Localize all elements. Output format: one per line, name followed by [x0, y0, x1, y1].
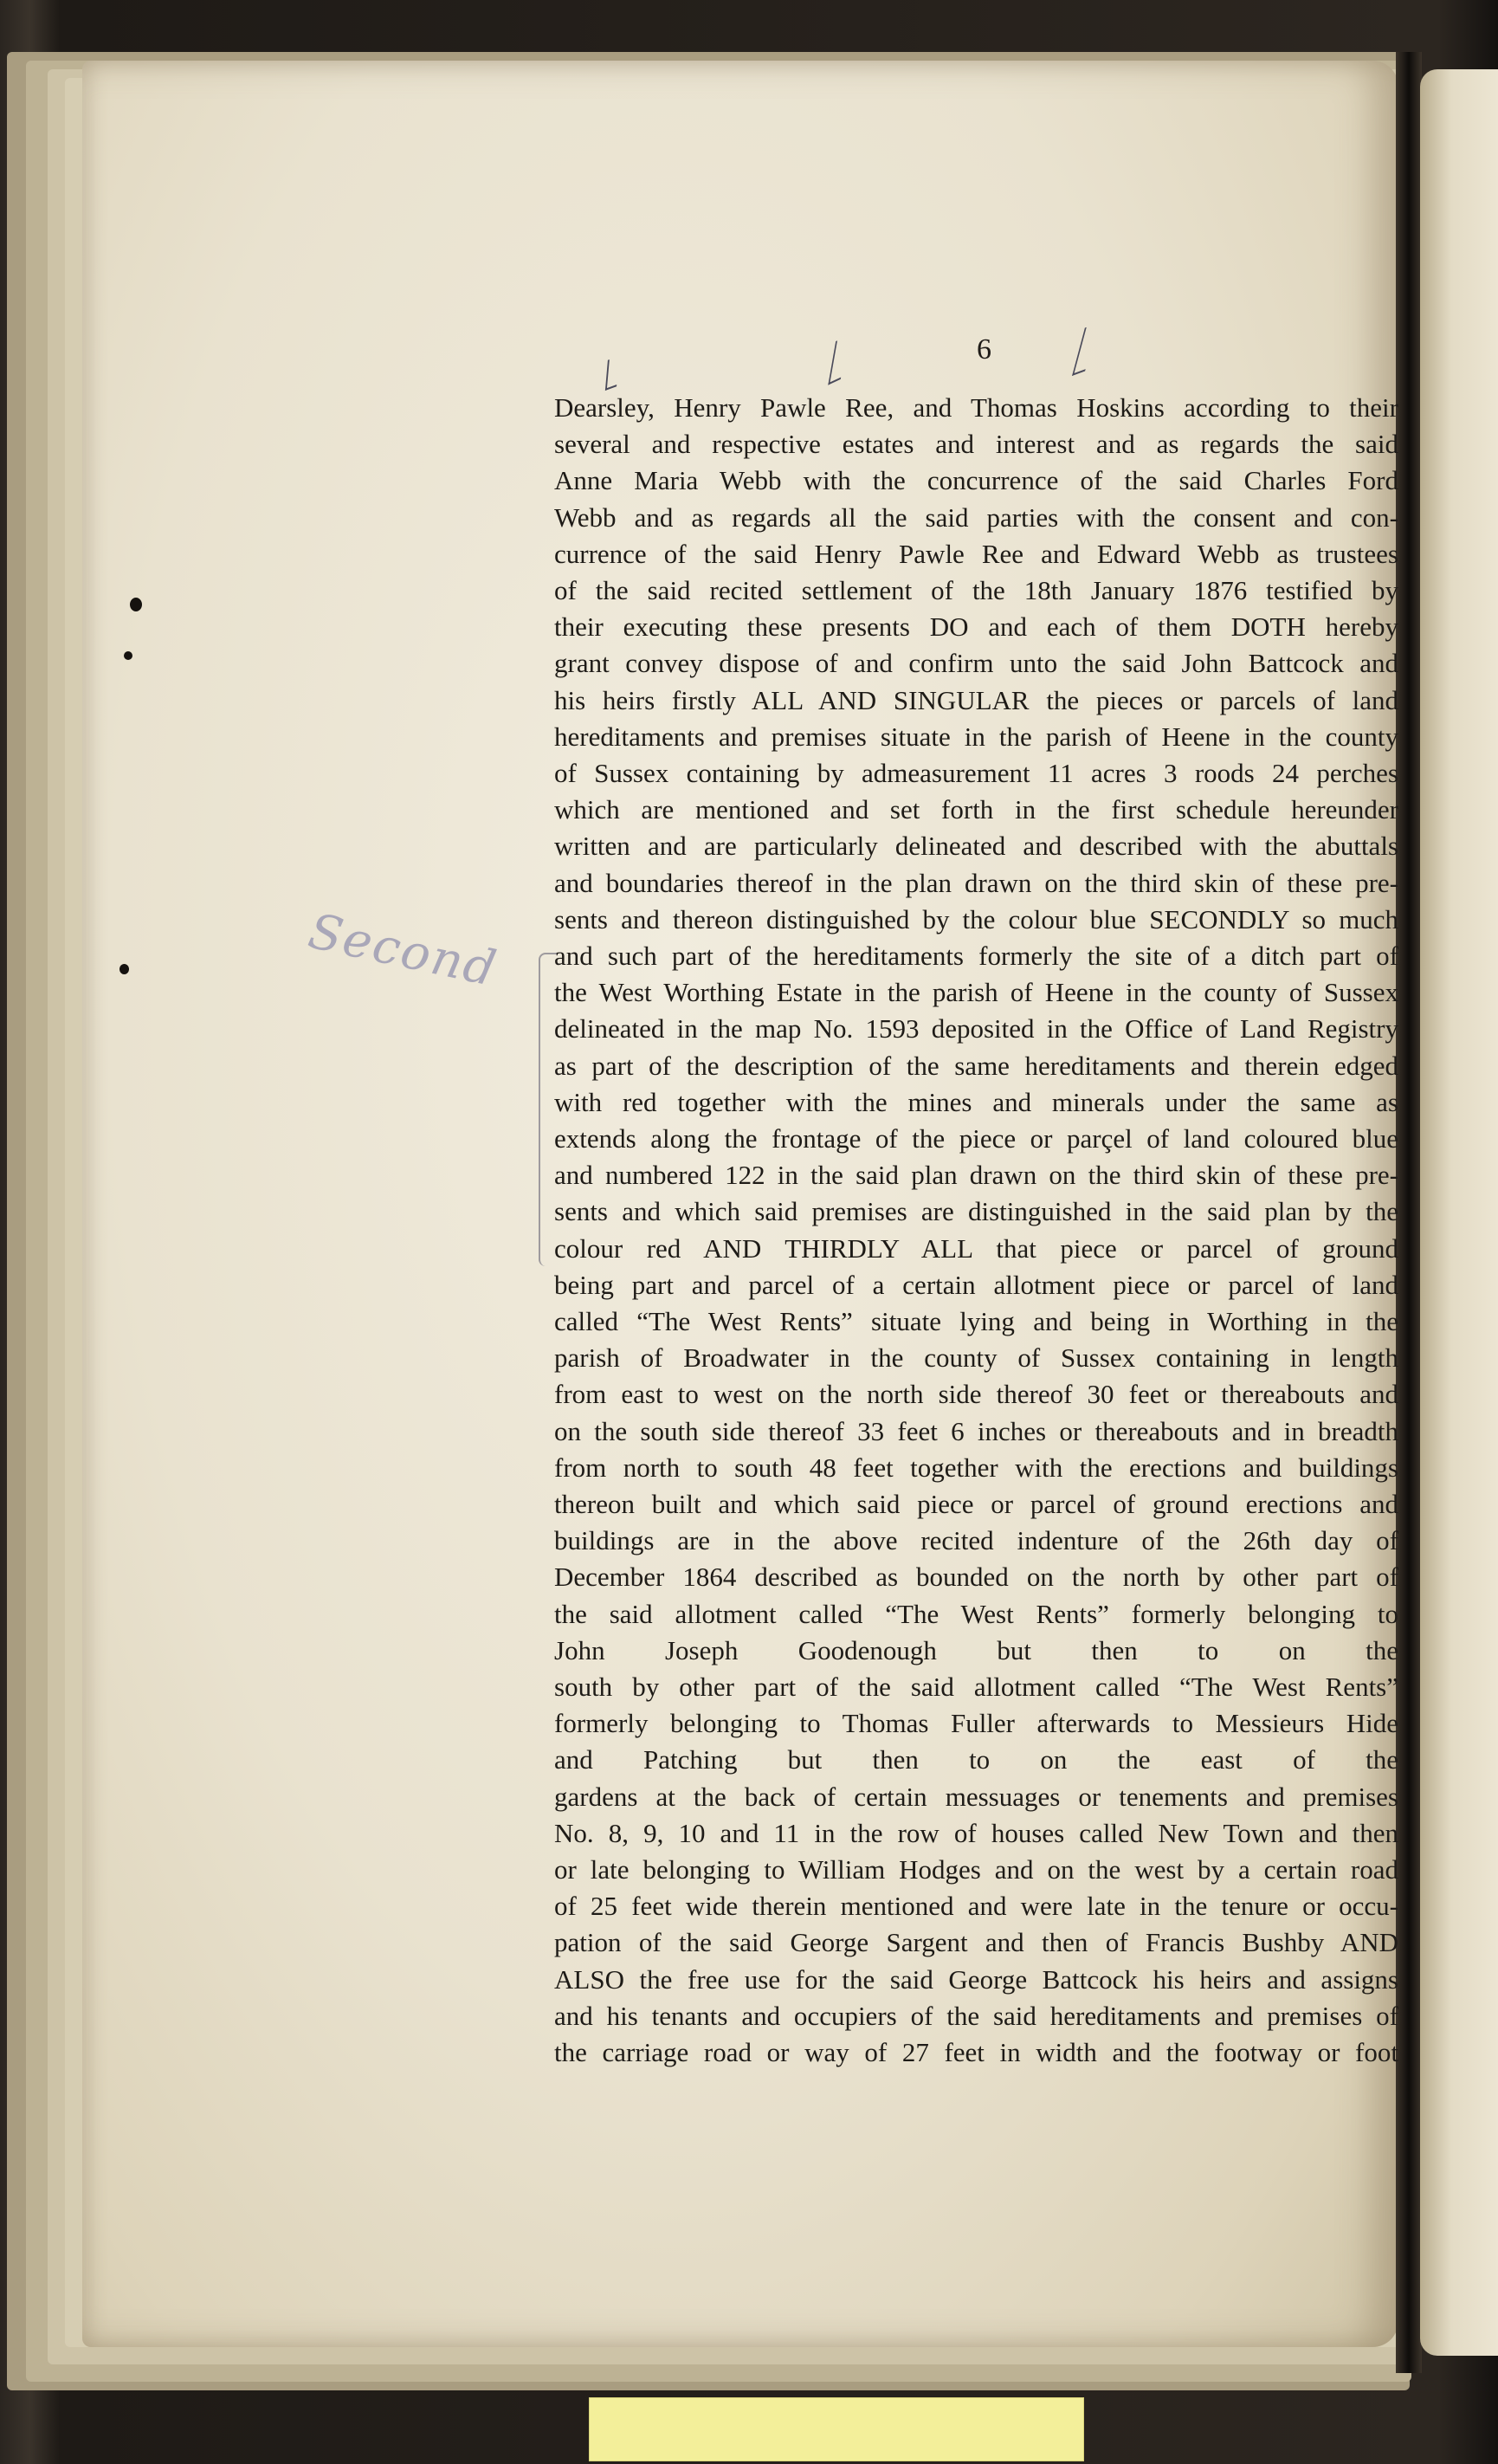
text-line: the West Worthing Estate in the parish of Heene in the county of Sussex — [554, 977, 1398, 1008]
text-line: which are mentioned and set forth in the first schedule hereunder — [554, 794, 1398, 825]
text-line: of Sussex containing by admeasurement 11 acres 3 roods 24 perches — [554, 758, 1398, 788]
text-line: and numbered 122 in the said plan drawn on the third skin of these pre- — [554, 1160, 1398, 1191]
text-line: written and are particularly delineated and described with the abuttals — [554, 831, 1398, 862]
text-line: Dearsley, Henry Pawle Ree, and Thomas Hoskins according to their — [554, 392, 1398, 423]
text-line: and Patching but then to on the east of the — [554, 1744, 1398, 1775]
text-line: south by other part of the said allotment called “The West Rents” — [554, 1672, 1398, 1702]
text-line: with red together with the mines and minerals under the same as — [554, 1086, 1398, 1117]
text-line: December 1864 described as bounded on the north by other part of — [554, 1562, 1398, 1593]
text-line: of the said recited settlement of the 18th January 1876 testified by — [554, 575, 1398, 605]
text-line: and boundaries thereof in the plan drawn on the third skin of these pre- — [554, 867, 1398, 898]
text-line: buildings are in the above recited indenture of the 26th day of — [554, 1525, 1398, 1556]
text-line: No. 8, 9, 10 and 11 in the row of houses called New Town and then — [554, 1817, 1398, 1848]
handwritten-margin-note: Second — [303, 902, 502, 999]
text-line: the carriage road or way of 27 feet in width and the footway or foot — [554, 2037, 1398, 2067]
text-line: parish of Broadwater in the county of Sussex containing in length — [554, 1342, 1398, 1374]
text-line: sents and which said premises are distinguished in the said plan by the — [554, 1196, 1398, 1227]
facing-page-edge — [1420, 69, 1498, 2356]
text-line: thereon built and which said piece or parcel of ground erections and — [554, 1489, 1398, 1519]
text-line: hereditaments and premises situate in the parish of Heene in the county — [554, 721, 1398, 752]
text-line: and his tenants and occupiers of the said hereditaments and premises of — [554, 2000, 1398, 2031]
text-line: gardens at the back of certain messuages or tenements and premises — [554, 1781, 1398, 1812]
text-line: delineated in the map No. 1593 deposited in the Office of Land Registry — [554, 1013, 1398, 1044]
book-gutter — [1396, 52, 1422, 2373]
text-line: ALSO the free use for the said George Battcock his heirs and assigns — [554, 1963, 1398, 1995]
text-line: pation of the said George Sargent and then of Francis Bushby AND — [554, 1927, 1398, 1958]
text-line: from east to west on the north side thereof 30 feet or thereabouts and — [554, 1379, 1398, 1410]
archive-label-tag — [589, 2397, 1084, 2461]
text-line: grant convey dispose of and confirm unto the said John Battcock and — [554, 648, 1398, 679]
text-line: Anne Maria Webb with the concurrence of the said Charles Ford — [554, 465, 1398, 496]
text-line: or late belonging to William Hodges and on the west by a certain road — [554, 1854, 1398, 1885]
text-line: colour red AND THIRDLY ALL that piece or parcel of ground — [554, 1232, 1398, 1264]
text-line: being part and parcel of a certain allotment piece or parcel of land — [554, 1269, 1398, 1300]
text-line: John Joseph Goodenough but then to on the — [554, 1634, 1398, 1665]
ink-dot — [124, 651, 132, 660]
ink-dot — [130, 598, 142, 611]
text-line: on the south side thereof 33 feet 6 inches or thereabouts and in breadth — [554, 1415, 1398, 1446]
text-line: sents and thereon distinguished by the colour blue SECONDLY so much — [554, 903, 1398, 935]
text-line: from north to south 48 feet together with the erections and buildings — [554, 1452, 1398, 1483]
text-line: formerly belonging to Thomas Fuller afterwards to Messieurs Hide — [554, 1708, 1398, 1739]
text-line: the said allotment called “The West Rents” formerly belonging to — [554, 1598, 1398, 1629]
text-line: Webb and as regards all the said parties with the consent and con- — [554, 501, 1398, 533]
text-line: his heirs firstly ALL AND SINGULAR the pieces or parcels of land — [554, 684, 1398, 715]
text-line: as part of the description of the same hereditaments and therein edged — [554, 1050, 1398, 1081]
text-line: called “The West Rents” situate lying and being in Worthing in the — [554, 1306, 1398, 1336]
text-line: several and respective estates and interest and as regards the said — [554, 429, 1398, 460]
text-line: and such part of the hereditaments formerly the site of a ditch part of — [554, 941, 1398, 971]
text-line: of 25 feet wide therein mentioned and were late in the tenure or occu- — [554, 1891, 1398, 1922]
ink-dot — [119, 964, 129, 974]
text-line: their executing these presents DO and each of them DOTH hereby — [554, 611, 1398, 643]
text-line: extends along the frontage of the piece or parçel of land coloured blue — [554, 1123, 1398, 1154]
page-number: 6 — [977, 333, 991, 365]
text-line: currence of the said Henry Pawle Ree and Edward Webb as trustees — [554, 538, 1398, 569]
